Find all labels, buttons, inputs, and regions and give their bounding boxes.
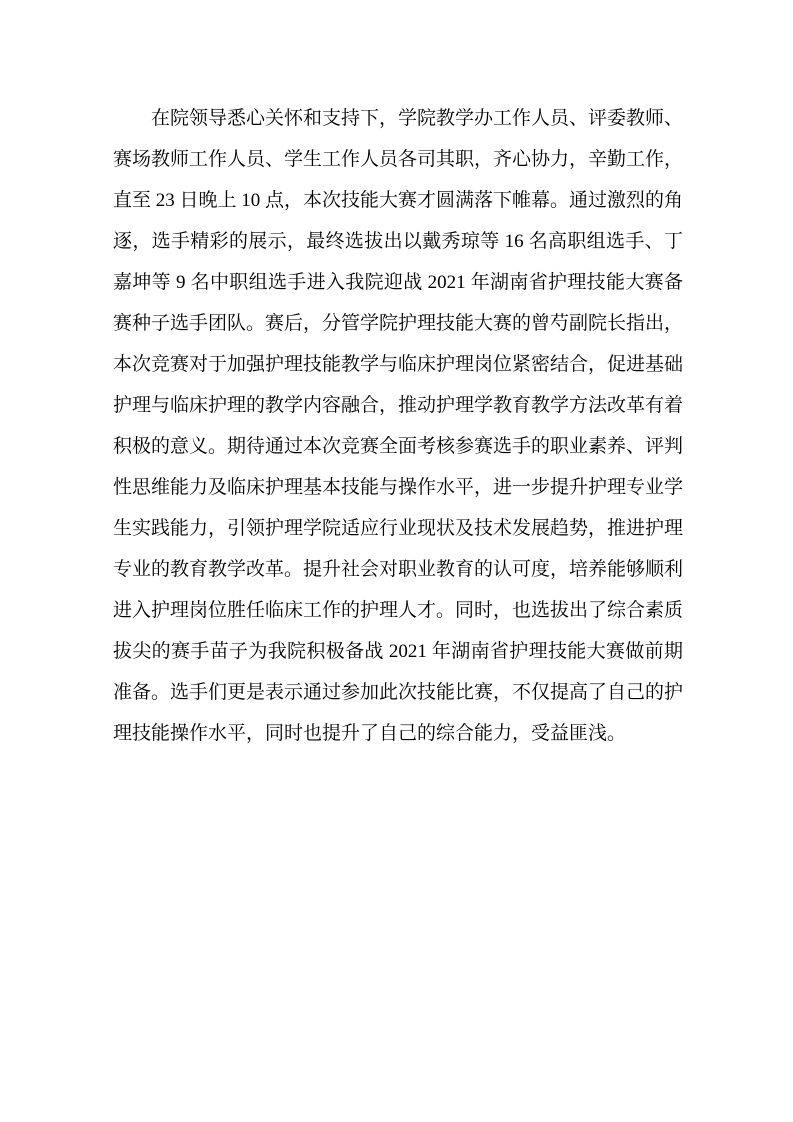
text-line: 理技能操作水平，同时也提升了自己的综合能力，受益匪浅。: [113, 723, 627, 744]
text-line: 在院领导悉心关怀和支持下，学院教学办工作人员、评委教师、: [151, 108, 683, 129]
text-line: 积极的意义。期待通过本次竞赛全面考核参赛选手的职业素养、评判: [113, 436, 683, 457]
text-line: 赛种子选手团队。赛后，分管学院护理技能大赛的曾芍副院长指出，: [113, 313, 683, 334]
text-line: 专业的教育教学改革。提升社会对职业教育的认可度，培养能够顺利: [113, 559, 683, 580]
text-line: 性思维能力及临床护理基本技能与操作水平，进一步提升护理专业学: [113, 477, 683, 498]
text-line: 护理与临床护理的教学内容融合，推动护理学教育教学方法改革有着: [113, 395, 683, 416]
text-line: 嘉坤等 9 名中职组选手进入我院迎战 2021 年湖南省护理技能大赛备: [113, 272, 683, 293]
text-line: 逐，选手精彩的展示，最终选拔出以戴秀琼等 16 名高职组选手、丁: [113, 231, 683, 252]
text-line: 进入护理岗位胜任临床工作的护理人才。同时，也选拔出了综合素质: [113, 600, 683, 621]
text-line: 拔尖的赛手苗子为我院积极备战 2021 年湖南省护理技能大赛做前期: [113, 641, 683, 662]
text-line: 本次竞赛对于加强护理技能教学与临床护理岗位紧密结合，促进基础: [113, 354, 683, 375]
text-line: 生实践能力，引领护理学院适应行业现状及技术发展趋势，推进护理: [113, 518, 683, 539]
text-line: 直至 23 日晚上 10 点，本次技能大赛才圆满落下帷幕。通过激烈的角: [113, 190, 683, 211]
text-line: 赛场教师工作人员、学生工作人员各司其职，齐心协力，辛勤工作，: [113, 149, 683, 170]
text-line: 准备。选手们更是表示通过参加此次技能比赛，不仅提高了自己的护: [113, 682, 683, 703]
paragraph: [113, 98, 683, 754]
